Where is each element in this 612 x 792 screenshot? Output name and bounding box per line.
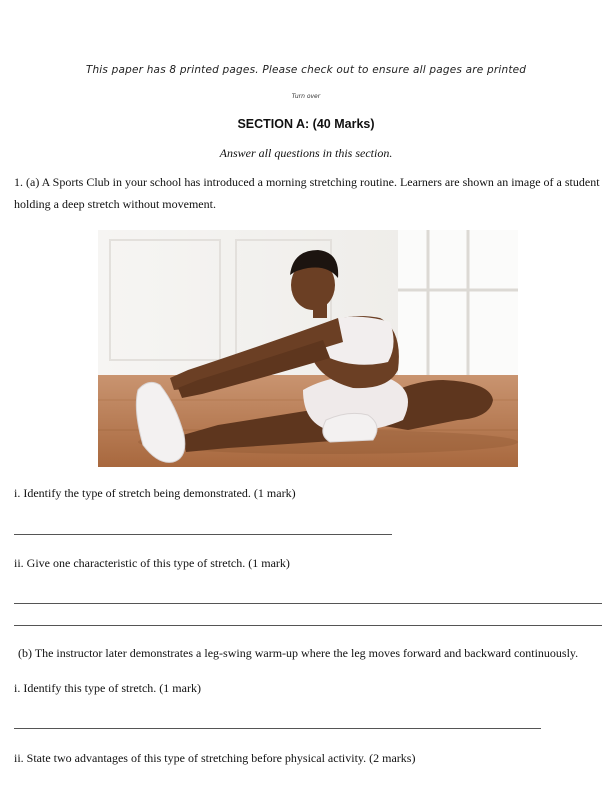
question-1a-i: i. Identify the type of stretch being demonstrated. (1 mark) xyxy=(14,486,296,500)
stretching-photo xyxy=(98,230,518,467)
question-1a-text: 1. (a) A Sports Club in your school has introduced a morning stretching routine. Learners are shown an image of a student holding a deep stretch without movement. xyxy=(14,175,600,211)
answer-line[interactable] xyxy=(14,534,392,535)
question-1b-text: (b) The instructor later demonstrates a leg-swing warm-up where the leg moves forward and backward continuously. xyxy=(18,646,579,660)
section-title: SECTION A: (40 Marks) xyxy=(237,117,375,131)
section-instruction: Answer all questions in this section. xyxy=(219,146,393,160)
answer-line[interactable] xyxy=(14,728,541,729)
photo-of-woman-stretching-icon xyxy=(98,230,518,467)
question-1a-ii: ii. Give one characteristic of this type of stretch. (1 mark) xyxy=(14,556,290,570)
printed-pages-notice: This paper has 8 printed pages. Please check out to ensure all pages are printed xyxy=(85,64,527,76)
question-1b-ii: ii. State two advantages of this type of stretching before physical activity. (2 marks) xyxy=(14,751,416,765)
turn-over-note: Turn over xyxy=(291,93,321,100)
answer-line[interactable] xyxy=(14,603,602,604)
question-1b-i: i. Identify this type of stretch. (1 mark) xyxy=(14,681,201,695)
answer-line[interactable] xyxy=(14,625,602,626)
